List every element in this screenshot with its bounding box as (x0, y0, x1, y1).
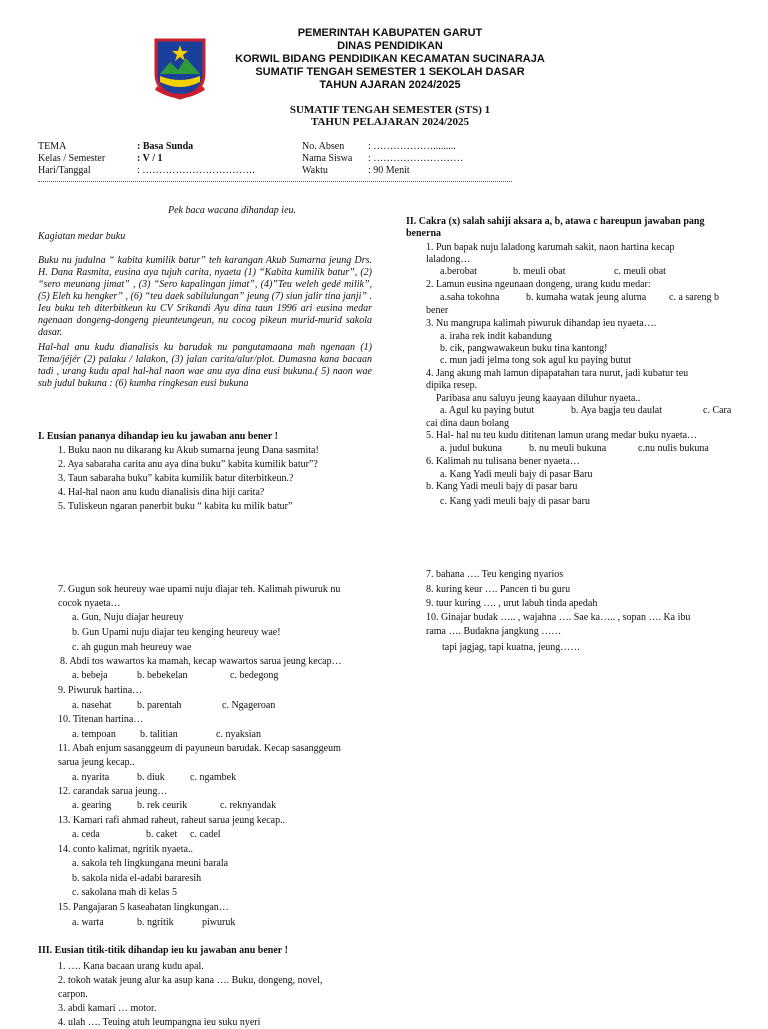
mc-option[interactable]: a.berobat (440, 266, 477, 277)
mc-option[interactable]: b. bebekelan (137, 670, 188, 681)
absen-label: No. Absen (302, 141, 345, 152)
section-3-item: 1. …. Kana bacaan urang kudu apal. (58, 961, 204, 972)
mc-question: 11. Abah enjum sasanggeum di payuneun barudak. Kecap sasanggeum (58, 743, 341, 754)
section-3-item: carpon. (58, 989, 88, 1000)
mc-option[interactable]: b. sakola nida el-adabi bararesih (72, 873, 202, 884)
info-divider (38, 181, 512, 182)
section-3-heading: III. Eusian titik-titik dihandap ieu ku jawaban anu bener ! (38, 945, 288, 956)
fill-item: 9. tuur kuring …. , urut labuh tinda apedah (426, 598, 598, 609)
mc-option[interactable]: b. meuli obat (513, 266, 566, 277)
exam-title: SUMATIF TENGAH SEMESTER (STS) 1 (289, 104, 491, 116)
mc-option[interactable]: b. diuk (137, 772, 165, 783)
mc-question: 6. Kalimah nu tulisana bener nyaeta… (426, 456, 580, 467)
mc-question: 14. conto kalimat, ngritik nyaeta.. (58, 844, 193, 855)
section-1-item: 2. Aya sabaraha carita anu aya dina buku” kabita kumilik batur”? (58, 459, 318, 470)
mc-question: cai dina daun bolang (426, 418, 510, 429)
mc-question: 1. Pun bapak nuju laladong karumah sakit, naon hartina kecap (426, 242, 675, 253)
reading-instruction: Pek baca wacana dihandap ieu. (168, 205, 297, 216)
mc-option[interactable]: c. ah gugun mah heureuy wae (72, 642, 192, 653)
mc-option[interactable]: a.saha tokohna (440, 292, 500, 303)
mc-option[interactable]: b. parentah (137, 700, 182, 711)
mc-option[interactable]: a. warta (72, 917, 104, 928)
header-line-4: SUMATIF TENGAH SEMESTER 1 SEKOLAH DASAR (255, 66, 525, 78)
tema-value: : Basa Sunda (137, 141, 194, 152)
mc-option[interactable]: c. nyaksian (216, 729, 261, 740)
mc-option[interactable]: b. Kang Yadi meuli bajy di pasar baru (426, 481, 578, 492)
section-2-heading: II. Cakra (x) salah sahiji aksara a, b, atawa c hareupun jawaban pang benerna (406, 216, 705, 239)
section-1-item: 3. Taun sabaraha buku” kabita kumilik batur diterbitkeun.? (58, 473, 294, 484)
mc-option[interactable]: a. iraha rek indit kabandung (440, 331, 552, 342)
mc-option[interactable]: a. sakola teh lingkungana meuni barala (72, 858, 229, 869)
mc-option[interactable]: c. meuli obat (614, 266, 666, 277)
fill-item: tapi jagjag, tapi kuatna, jeung…… (442, 642, 581, 653)
mc-option[interactable]: c. Ngageroan (222, 700, 276, 711)
nama-value[interactable]: : ……………………… (368, 153, 464, 164)
mc-option[interactable]: a. tempoan (72, 729, 116, 740)
mc-option[interactable]: a. nasehat (72, 700, 112, 711)
mc-option[interactable]: b. nu meuli bukuna (529, 443, 607, 454)
section-1-item: 4. Hal-hal naon anu kudu dianalisis dina hiji carita? (58, 487, 265, 498)
mc-question: 10. Titenan hartina… (58, 714, 144, 725)
header-line-5: TAHUN AJARAN 2024/2025 (319, 79, 461, 91)
mc-question: 7. Gugun sok heureuy wae upami nuju diajar teh. Kalimah piwuruk nu (58, 584, 341, 595)
mc-option[interactable]: b. kumaha watak jeung alurna (526, 292, 647, 303)
fill-item: rama …. Budakna jangkung …… (426, 626, 562, 637)
mc-question: 9. Piwuruk hartina… (58, 685, 143, 696)
mc-option[interactable]: b. rek ceurik (137, 800, 188, 811)
mc-option[interactable]: c. a sareng b (669, 292, 719, 303)
mc-question: 5. Hal- hal nu teu kudu dititenan lamun urang medar buku nyaeta… (426, 430, 698, 441)
mc-option[interactable]: b. talitian (140, 729, 178, 740)
mc-option[interactable]: c. sakolana mah di kelas 5 (72, 887, 177, 898)
mc-option[interactable]: b. ngritik (137, 917, 174, 928)
mc-question: bener (426, 305, 449, 316)
mc-option[interactable]: a. Kang Yadi meuli bajy di pasar Baru (440, 469, 593, 480)
hari-value[interactable]: : ……………………………. (137, 165, 255, 176)
mc-option[interactable]: a. nyarita (72, 772, 110, 783)
fill-item: 7. bahana …. Teu kenging nyarios (426, 569, 564, 580)
mc-question: 8. Abdi tos wawartos ka mamah, kecap wawartos sarua jeung kecap… (60, 656, 342, 667)
exam-year: TAHUN PELAJARAN 2024/2025 (310, 116, 470, 128)
mc-question: laladong… (426, 254, 471, 265)
mc-option[interactable]: c. ngambek (190, 772, 237, 783)
waktu-label: Waktu (302, 165, 328, 176)
header-line-2: DINAS PENDIDIKAN (337, 40, 443, 52)
mc-option[interactable]: c.nu nulis bukuna (638, 443, 709, 454)
nama-label: Nama Siswa (302, 153, 353, 164)
mc-question: 13. Kamari rafi ahmad raheut, raheut sarua jeung kecap.. (58, 815, 286, 826)
mc-option[interactable]: b. Aya bagja teu daulat (571, 405, 662, 416)
fill-item: 8. kuring keur …. Pancen ti bu guru (426, 584, 571, 595)
mc-question: 2. Lamun eusina ngeunaan dongeng, urang kudu medar: (426, 279, 651, 290)
section-1-heading: I. Eusian pananya dihandap ieu ku jawaban anu bener ! (38, 431, 278, 442)
mc-question: cocok nyaeta… (58, 598, 121, 609)
mc-option[interactable]: b. cik, pangwawakeun buku tina kantong! (440, 343, 608, 354)
mc-option[interactable]: piwuruk (202, 917, 236, 928)
mc-option[interactable]: c. reknyandak (220, 800, 277, 811)
section-3-item: 3. abdi kamari … motor. (58, 1003, 157, 1014)
mc-option[interactable]: b. caket (146, 829, 178, 840)
reading-paragraph: Buku nu judulna “ kabita kumilik batur” teh karangan Akub Sumarna jeung Drs. H. Dana Rasmita, eusina aya tujuh carita, nyaeta (1) “Kabita kumilik batur”, (2) “sero meunang jimat” , (3) “Sero kapalingan jimat”, (4)”Teu weleh gedé milik”, (5) Eleh ku hengker” , (6) “teu daek sabilulungan” jeung (7) siun jalir tina janji” . Ieu buku teh diterbitkeun ku CV Srikandi Ayu dina taun 1996 ari eusina medar ngenaan dongeng-dongeng pieunteungeun, nu cocog pikeun murid-murid sakola dasar. (38, 255, 372, 338)
tema-label: TEMA (38, 141, 67, 152)
mc-option[interactable]: c. cadel (190, 829, 221, 840)
section-3-item: 2. tokoh watak jeung alur ka asup kana …. Buku, dongeng, novel, (58, 975, 323, 986)
mc-question: 3. Nu mangrupa kalimah piwuruk dihandap ieu nyaeta…. (426, 318, 657, 329)
reading-title: Kagiatan medar buku (38, 231, 126, 242)
mc-option[interactable]: c. mun jadi jelma tong sok agul ku paying butut (440, 355, 632, 366)
mc-question: sarua jeung kecap.. (58, 757, 135, 768)
mc-question: 12. carandak sarua jeung… (58, 786, 168, 797)
section-3-item: 4. ulah …. Teuing atuh leumpangna ieu suku nyeri (58, 1017, 261, 1028)
fill-item: 10. Ginajar budak ….. , wajahna …. Sae ka….. , sopan …. Ka ibu (426, 612, 691, 623)
mc-option[interactable]: c. Cara (703, 405, 732, 416)
mc-option[interactable]: a. gearing (72, 800, 112, 811)
reading-paragraph-2: Hal-hal anu kudu dianalisis ku barudak nu pangutamaana mah ngenaan (1) Tema/jéjér (2) palaku / lalakon, (3) jalan carita/alur/plot. Dumasna kana bacaan tadi , urang kudu apal hal-hal naon wae anu aya dina eusi bukuna.( 5) naon wae sub judul bukuna : (6) kumha ringkesan eusi bukuna (38, 342, 372, 389)
mc-option[interactable]: b. Gun Upami nuju diajar teu kenging heureuy wae! (72, 627, 281, 638)
mc-option[interactable]: c. Kang yadi meuli bajy di pasar baru (440, 496, 590, 507)
mc-option[interactable]: a. Gun, Nuju diajar heureuy (72, 612, 184, 623)
mc-question: 4. Jang akung mah lamun dipapatahan tara nurut, jadi kubatur teu (426, 368, 689, 379)
mc-option[interactable]: a. bebeja (72, 670, 108, 681)
header-line-3: KORWIL BIDANG PENDIDIKAN KECAMATAN SUCINARAJA (235, 53, 545, 65)
absen-value[interactable]: : ………………......... (368, 141, 456, 152)
mc-question: Paribasa anu saluyu jeung kaayaan diluhur nyaeta.. (436, 393, 641, 404)
mc-option[interactable]: a. ceda (72, 829, 100, 840)
mc-question: 15. Pangajaran 5 kaseahatan lingkungan… (58, 902, 229, 913)
hari-label: Hari/Tanggal (38, 165, 91, 176)
mc-option[interactable]: a. judul bukuna (440, 443, 502, 454)
kelas-label: Kelas / Semester (38, 153, 106, 164)
mc-option[interactable]: c. bedegong (230, 670, 279, 681)
kelas-value: : V / 1 (137, 153, 163, 164)
waktu-value: : 90 Menit (368, 165, 410, 176)
section-1-item: 5. Tuliskeun ngaran panerbit buku “ kabita ku milik batur” (58, 501, 293, 512)
header-line-1: PEMERINTAH KABUPATEN GARUT (297, 27, 483, 39)
section-1-item: 1. Buku naon nu dikarang ku Akub sumarna jeung Dana sasmita! (58, 445, 319, 456)
mc-option[interactable]: a. Agul ku paying butut (440, 405, 535, 416)
mc-question: dipika resep. (426, 380, 478, 391)
